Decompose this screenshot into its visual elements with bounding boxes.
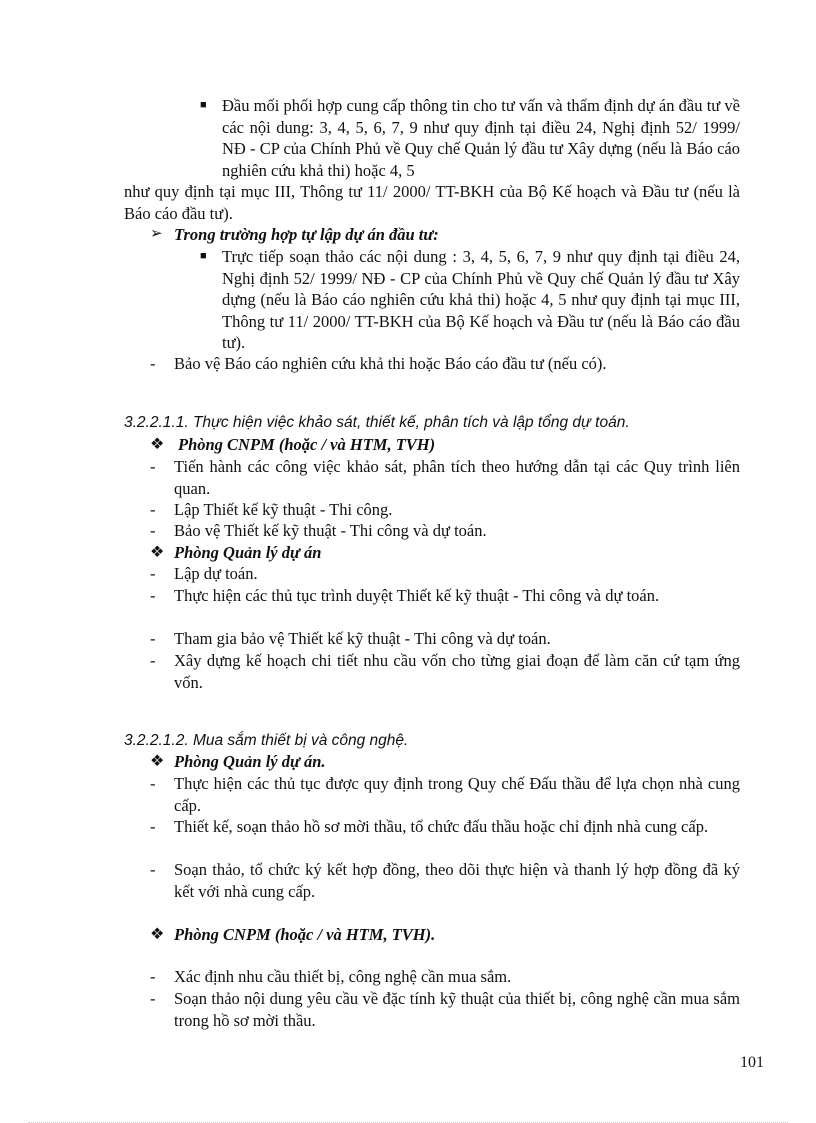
dash-bullet: - [150, 817, 156, 836]
arrow-heading: Trong trường hợp tự lập dự án đầu tư: [174, 225, 439, 244]
arrow-bullet-icon: ➢ [150, 226, 163, 242]
dash-bullet: - [150, 521, 156, 540]
dash-bullet: - [150, 860, 156, 879]
dash-item: Thực hiện các thủ tục trình duyệt Thiết kế kỹ thuật - Thi công và dự toán. [174, 586, 660, 605]
diamond-bullet-icon: ❖ [150, 926, 165, 943]
group-title: Phòng CNPM (hoặc / và HTM, TVH). [174, 925, 436, 944]
dash-item: Tiến hành các công việc khảo sát, phân tích theo hướng dẫn tại các Quy trình liên quan. [174, 457, 740, 498]
dash-bullet: - [150, 586, 156, 605]
continuation-paragraph: như quy định tại mục III, Thông tư 11/ 2000/ TT-BKH của Bộ Kế hoạch và Đầu tư (nếu là Báo cáo đầu tư). [124, 182, 740, 223]
dash-bullet: - [150, 629, 156, 648]
square-bullet-icon: ■ [200, 99, 207, 111]
dash-bullet: - [150, 457, 156, 476]
diamond-bullet-icon: ❖ [150, 544, 165, 561]
dash-item: Bảo vệ Thiết kế kỹ thuật - Thi công và dự toán. [174, 521, 487, 540]
page-number: 101 [740, 1054, 764, 1071]
dash-bullet: - [150, 564, 156, 583]
dash-bullet: - [150, 651, 156, 670]
dash-item: Lập dự toán. [174, 564, 258, 583]
section-heading: 3.2.2.1.2. Mua sắm thiết bị và công nghệ. [124, 732, 409, 749]
diamond-bullet-icon: ❖ [150, 436, 165, 453]
dash-item: Thiết kế, soạn thảo hồ sơ mời thầu, tổ chức đấu thầu hoặc chỉ định nhà cung cấp. [174, 817, 709, 836]
bullet-paragraph: Trực tiếp soạn thảo các nội dung : 3, 4, 5, 6, 7, 9 như quy định tại điều 24, Nghị định 52/ 1999/ NĐ - CP của Chính Phủ về Quy chế Quản lý đầu tư Xây dựng (nếu là Báo cáo nghiên cứu khả thi) hoặc 4, 5 như quy định tại mục III, Thông tư 11/ 2000/ TT-BKH của Bộ Kế hoạch và Đầu tư (nếu là Báo cáo đầu tư). [222, 247, 740, 352]
dash-item: Xác định nhu cầu thiết bị, công nghệ cần mua sắm. [174, 967, 512, 986]
diamond-bullet-icon: ❖ [150, 753, 165, 770]
dash-bullet: - [150, 500, 156, 519]
dash-bullet: - [150, 989, 156, 1008]
dash-bullet: - [150, 967, 156, 986]
square-bullet-icon: ■ [200, 250, 207, 262]
dash-item: Tham gia bảo vệ Thiết kế kỹ thuật - Thi công và dự toán. [174, 629, 551, 648]
dash-item: Lập Thiết kế kỹ thuật - Thi công. [174, 500, 393, 519]
dash-item: Thực hiện các thủ tục được quy định trong Quy chế Đấu thầu để lựa chọn nhà cung cấp. [174, 774, 740, 815]
dash-item: Bảo vệ Báo cáo nghiên cứu khả thi hoặc Báo cáo đầu tư (nếu có). [174, 354, 607, 373]
group-title: Phòng Quản lý dự án [174, 543, 322, 562]
dash-bullet: - [150, 774, 156, 793]
dash-item: Xây dựng kế hoạch chi tiết nhu cầu vốn cho từng giai đoạn để làm căn cứ tạm ứng vốn. [174, 651, 740, 692]
group-title: Phòng Quản lý dự án. [174, 752, 326, 771]
dash-bullet: - [150, 354, 156, 373]
section-heading: 3.2.2.1.1. Thực hiện việc khảo sát, thiết kế, phân tích và lập tổng dự toán. [124, 414, 630, 431]
group-title: Phòng CNPM (hoặc / và HTM, TVH) [178, 435, 436, 454]
bullet-paragraph: Đầu mối phối hợp cung cấp thông tin cho tư vấn và thẩm định dự án đầu tư về các nội dung: 3, 4, 5, 6, 7, 9 như quy định tại điều 24, Nghị định 52/ 1999/ NĐ - CP của Chính Phủ về Quy chế Quản lý đầu tư Xây dựng (nếu là Báo cáo nghiên cứu khả thi) hoặc 4, 5 [222, 96, 740, 180]
dash-item: Soạn thảo nội dung yêu cầu về đặc tính kỹ thuật của thiết bị, công nghệ cần mua sắm trong hồ sơ mời thầu. [174, 989, 740, 1030]
dash-item: Soạn thảo, tổ chức ký kết hợp đồng, theo dõi thực hiện và thanh lý hợp đồng đã ký kết với nhà cung cấp. [174, 860, 740, 901]
